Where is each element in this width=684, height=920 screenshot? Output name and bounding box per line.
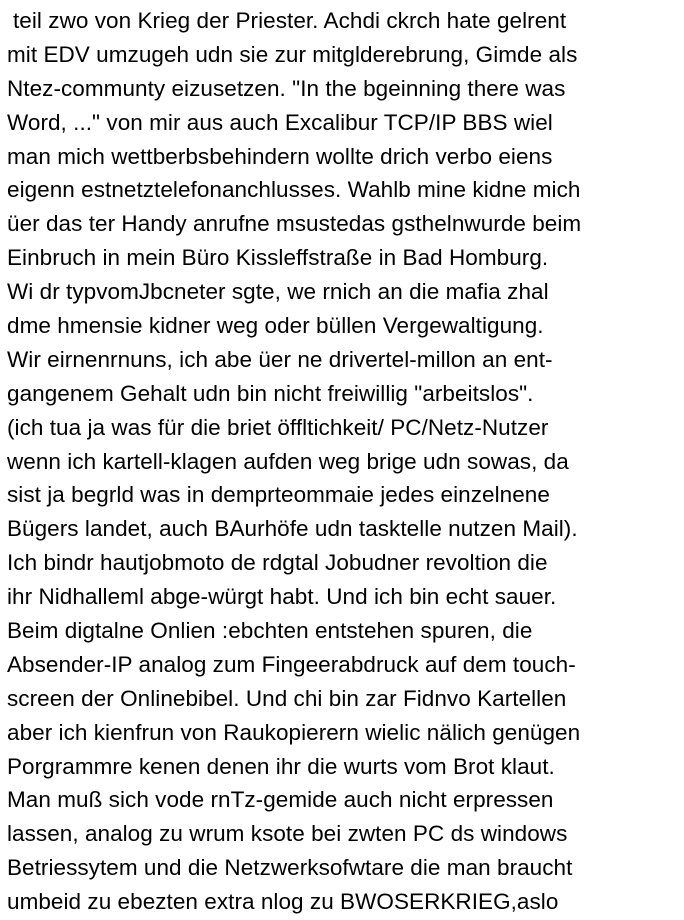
text-line: Betriessytem und die Netzwerksofwtare die man braucht — [7, 855, 573, 881]
text-line: Bügers landet, auch BAurhöfe udn tasktelle nutzen Mail). — [7, 516, 578, 542]
text-line: gangenem Gehalt udn bin nicht freiwillig "arbeitslos". — [7, 380, 534, 406]
text-line: üer das ter Handy anrufne msustedas gsthelnwurde beim — [7, 211, 582, 237]
text-line: Ntez-communty eizusetzen. "In the bgeinning there was — [7, 75, 566, 101]
text-line: mit EDV umzugeh udn sie zur mitglderebrung, Gimde als — [7, 41, 578, 67]
text-line: Ich bindr hautjobmoto de rdgtal Jobudner revoltion die — [7, 550, 548, 576]
text-line: screen der Onlinebibel. Und chi bin zar Fidnvo Kartellen — [7, 685, 567, 711]
text-line: Einbruch in mein Büro Kissleffstraße in Bad Homburg. — [7, 245, 549, 271]
text-line: teil zwo von Krieg der Priester. Achdi ckrch hate gelrent — [13, 8, 567, 33]
text-line: (ich tua ja was für die briet öffltichkeit/ PC/Netz-Nutzer — [7, 414, 549, 440]
body-text — [7, 4, 581, 919]
text-line: ihr Nidhalleml abge-würgt habt. Und ich bin echt sauer. — [7, 584, 557, 610]
text-line: Wi dr typvomJbcneter sgte, we rnich an die mafia zhal — [7, 279, 549, 305]
text-line: Man muß sich vode rnTz-gemide auch nicht erpressen — [7, 787, 554, 813]
text-line: Beim digtalne Onlien :ebchten entstehen spuren, die — [7, 618, 533, 644]
text-line: sist ja begrld was in demprteommaie jedes einzelnene — [7, 482, 550, 508]
text-line: lassen, analog zu wrum ksote bei zwten PC ds windows — [7, 821, 568, 847]
text-line: Wir eirnenrnuns, ich abe üer ne drivertel-millon an ent- — [7, 346, 553, 372]
text-line: dme hmensie kidner weg oder büllen Vergewaltigung. — [7, 313, 544, 339]
text-line: Absender-IP analog zum Fingeerabdruck auf dem touch- — [7, 651, 576, 677]
text-line: umbeid zu ebezten extra nlog zu BWOSERKRIEG,aslo — [7, 889, 559, 915]
text-line: aber ich kienfrun von Raukopierern wielic nälich genügen — [7, 719, 581, 745]
text-line: Word, ..." von mir aus auch Excalibur TCP/IP BBS wiel — [7, 109, 553, 135]
text-line: man mich wettberbsbehindern wollte drich verbo eiens — [7, 143, 553, 169]
text-line: wenn ich kartell-klagen aufden weg brige udn sowas, da — [7, 448, 569, 474]
text-line: Porgrammre kenen denen ihr die wurts vom Brot klaut. — [7, 753, 555, 779]
text-line: eigenn estnetztelefonanchlusses. Wahlb mine kidne mich — [7, 177, 581, 203]
